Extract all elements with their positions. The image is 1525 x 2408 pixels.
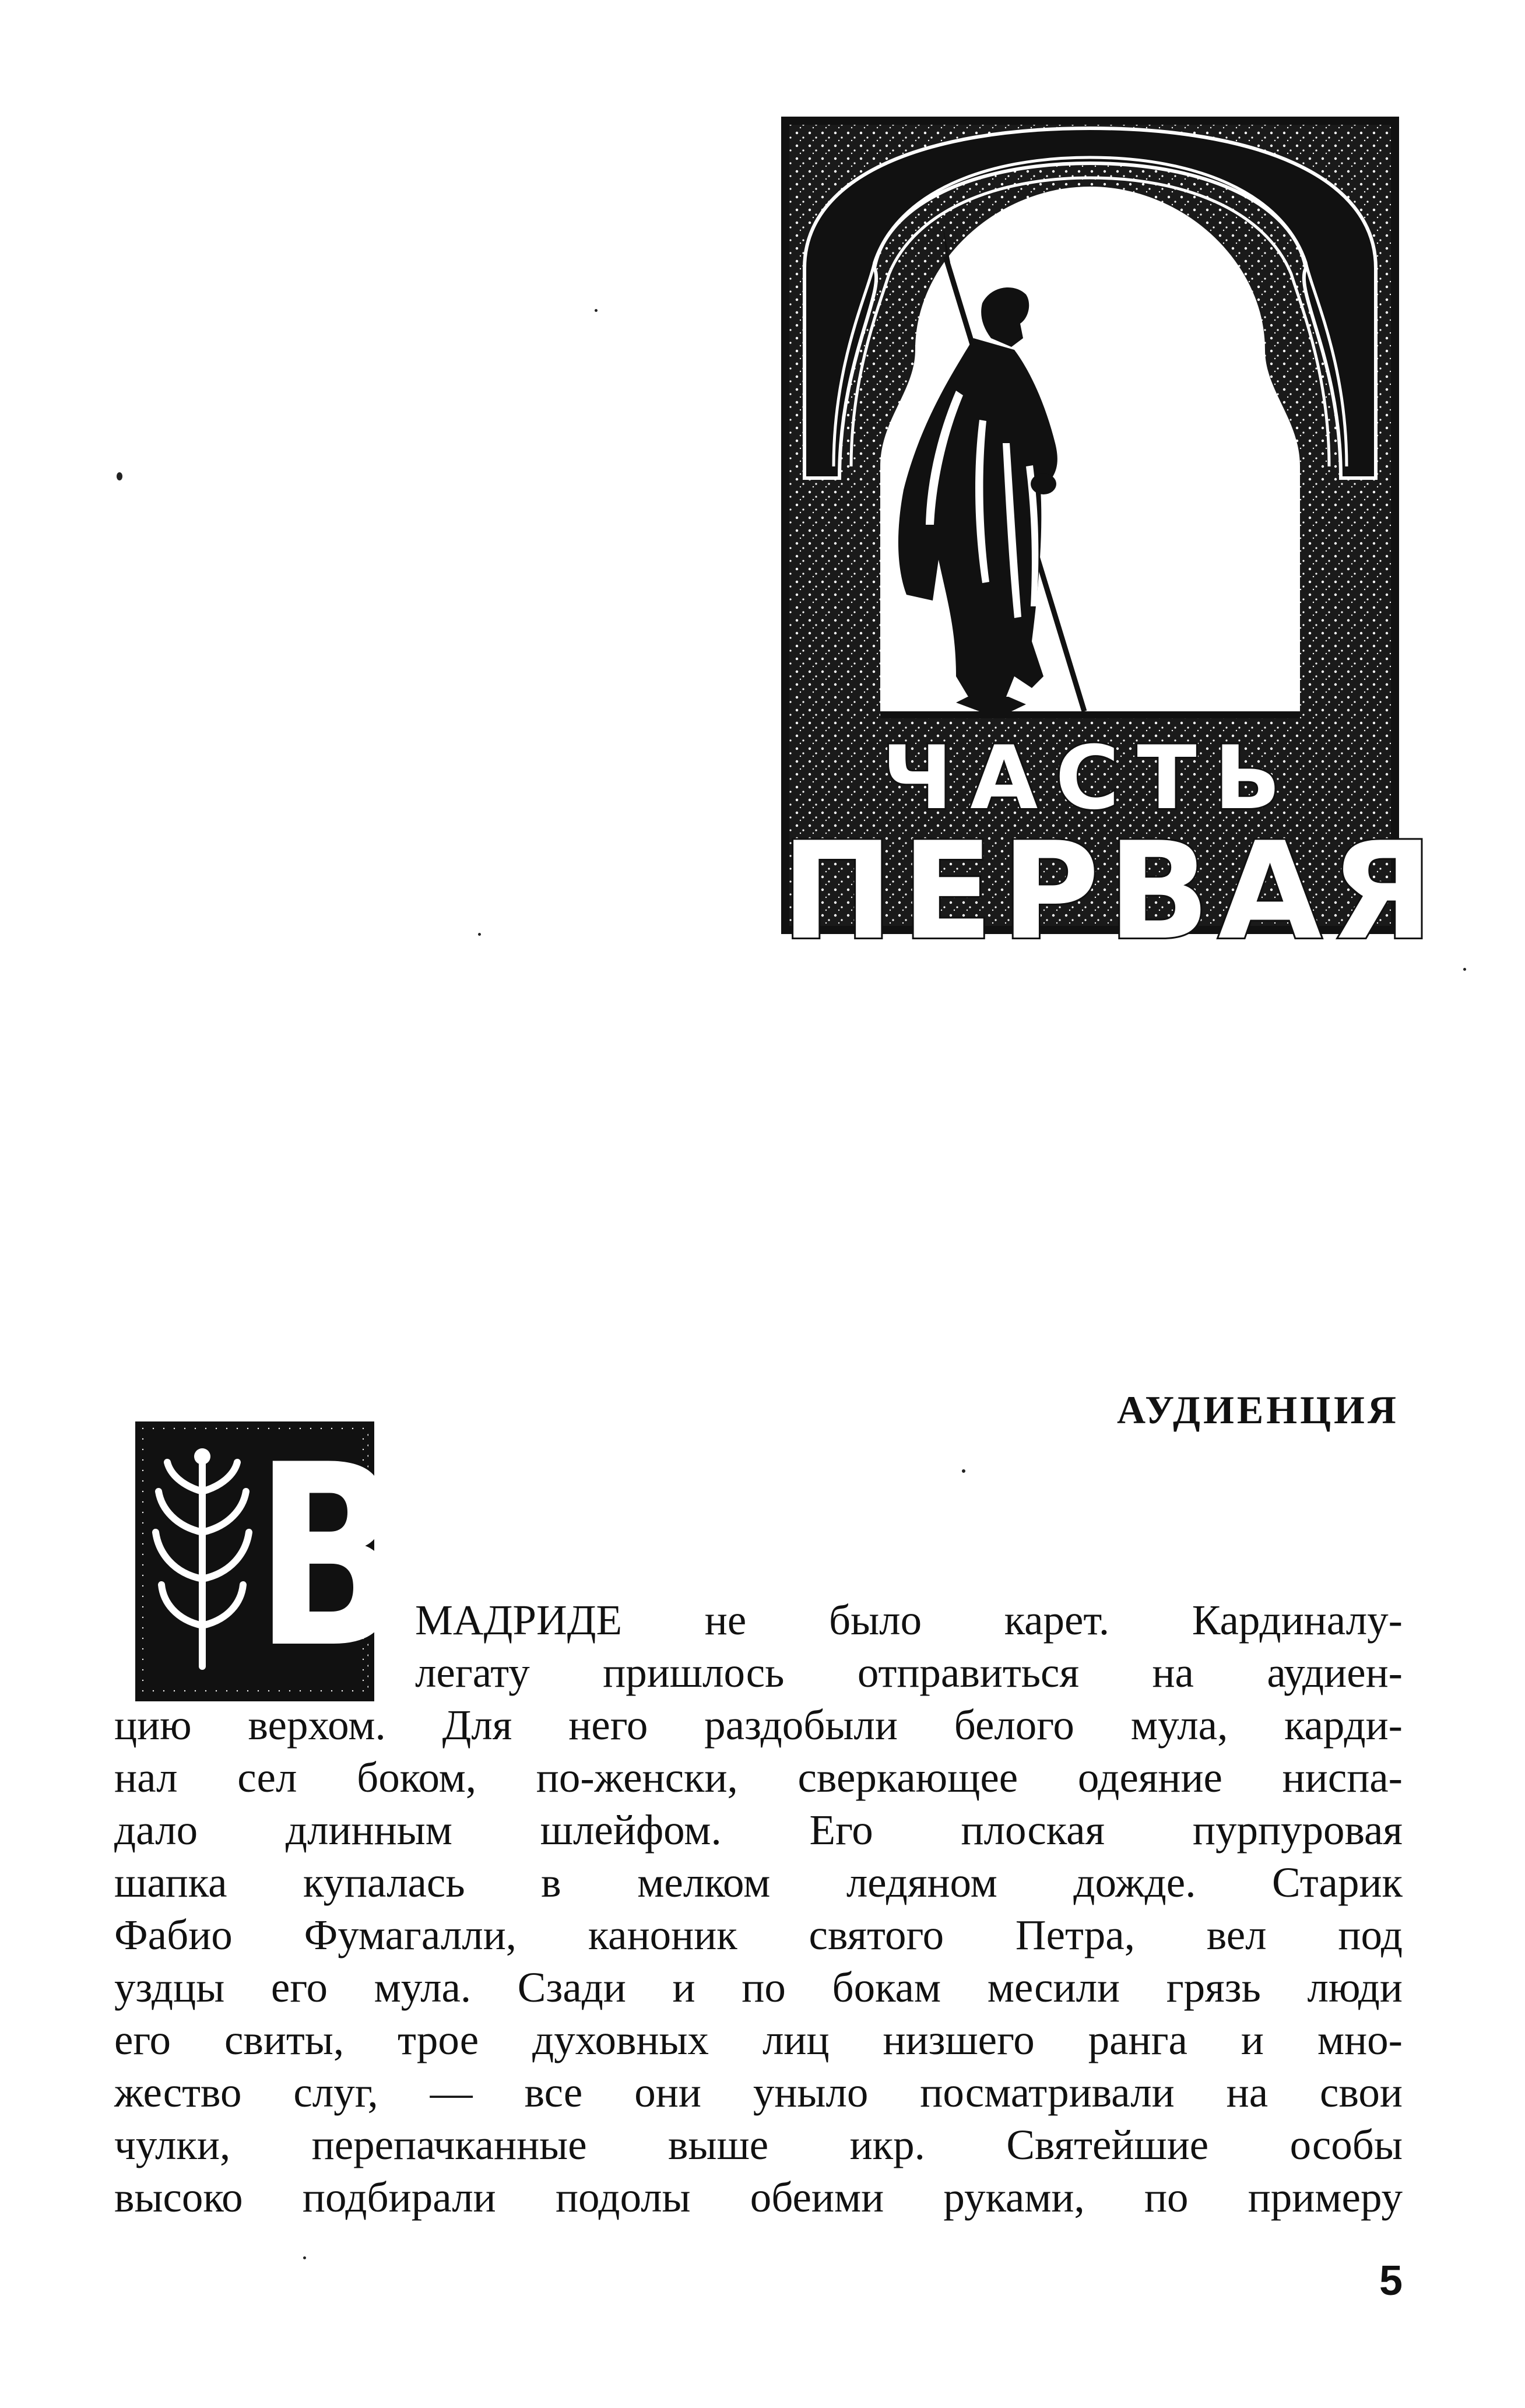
body-line: легату пришлось отправиться на аудиен- <box>415 1649 1403 1696</box>
body-line: его свиты, трое духовных лиц низшего ранга и мно- <box>114 2016 1403 2063</box>
page-number: 5 <box>1379 2258 1403 2304</box>
part-label: ЧАСТЬ <box>881 728 1299 829</box>
body-line: чулки, перепачканные выше икр. Святейшие особы <box>114 2121 1403 2168</box>
part-heading-illustration <box>781 117 1442 970</box>
part-number-label: ПЕРВАЯ <box>781 814 1442 970</box>
print-speck <box>962 1469 965 1473</box>
print-speck <box>117 472 122 480</box>
body-line: нал сел боком, по-женски, сверкающее одеяние ниспа- <box>114 1754 1403 1801</box>
body-line: уздцы его мула. Сзади и по бокам месили грязь люди <box>114 1964 1403 2011</box>
body-line: МАДРИДЕ не было карет. Кардиналу- <box>415 1596 1403 1644</box>
print-speck <box>1463 968 1466 971</box>
print-speck <box>478 933 481 936</box>
chapter-title: АУДИЕНЦИЯ <box>1117 1388 1399 1432</box>
body-line: Фабио Фумагалли, каноник святого Петра, вел под <box>114 1911 1403 1958</box>
print-speck <box>303 2256 306 2259</box>
body-line: шапка купалась в мелком ледяном дожде. Старик <box>114 1859 1403 1906</box>
drop-cap <box>135 1412 404 1703</box>
body-line: дало длинным шлейфом. Его плоская пурпуровая <box>114 1806 1403 1854</box>
body-line: высоко подбирали подолы обеими руками, по примеру <box>114 2174 1403 2221</box>
print-speck <box>595 309 598 312</box>
body-line: цию верхом. Для него раздобыли белого мула, карди- <box>114 1701 1403 1749</box>
body-line: жество слуг, — все они уныло посматривали на свои <box>114 2069 1403 2116</box>
drop-cap-letter: В <box>255 1412 404 1703</box>
